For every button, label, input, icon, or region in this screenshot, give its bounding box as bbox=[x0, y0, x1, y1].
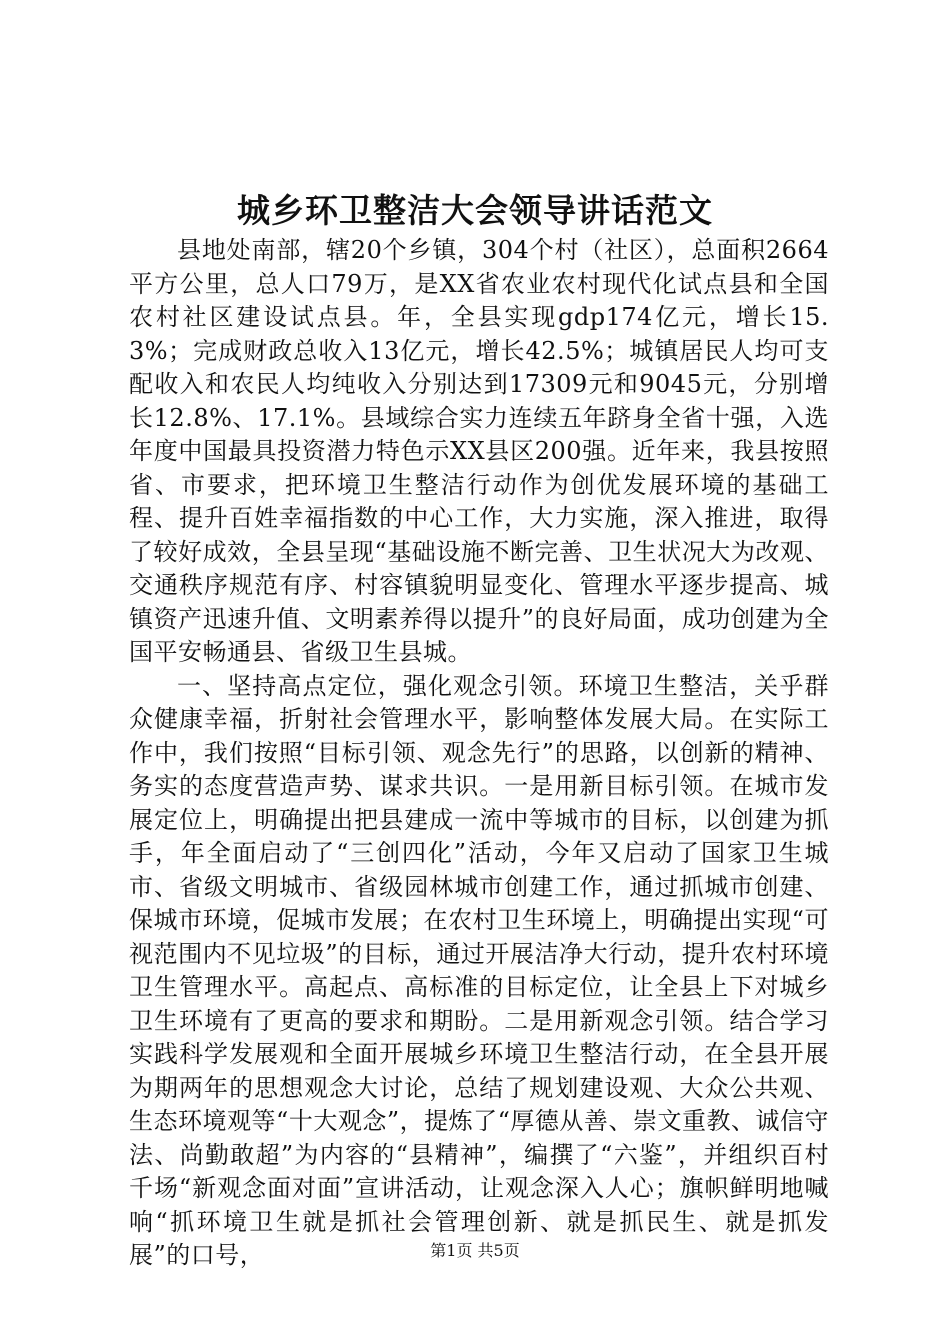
paragraph-intro: 县地处南部，辖20个乡镇，304个村（社区），总面积2664平方公里，总人口79万，是XX省农业农村现代化试点县和全国农村社区建设试点县。年，全县实现gdp174亿元，增长15.3%；完成财政总收入13亿元，增长42.5%；城镇居民人均可支配收入和农民人均纯收入分别达到17309元和9045元，分别增长12.8%、17.1%。县域综合实力连续五年跻身全省十强，入选年度中国最具投资潜力特色示XX县区200强。近年来，我县按照省、市要求，把环境卫生整洁行动作为创优发展环境的基础工程、提升百姓幸福指数的中心工作，大力实施，深入推进，取得了较好成效，全县呈现“基础设施不断完善、卫生状况大为改观、交通秩序规范有序、村容镇貌明显变化、管理水平逐步提高、城镇资产迅速升值、文明素养得以提升”的良好局面，成功创建为全国平安畅通县、省级卫生县城。 bbox=[129, 236, 829, 666]
page-footer: 第1页 共5页 bbox=[430, 1241, 520, 1260]
document-body bbox=[129, 234, 829, 1273]
document-title: 城乡环卫整洁大会领导讲话范文 bbox=[237, 191, 713, 230]
paragraph-section-one: 一、坚持高点定位，强化观念引领。环境卫生整洁，关乎群众健康幸福，折射社会管理水平，影响整体发展大局。在实际工作中，我们按照“目标引领、观念先行”的思路，以创新的精神、务实的态度营造声势、谋求共识。一是用新目标引领。在城市发展定位上，明确提出把县建成一流中等城市的目标，以创建为抓手，年全面启动了“三创四化”活动，今年又启动了国家卫生城市、省级文明城市、省级园林城市创建工作，通过抓城市创建、保城市环境，促城市发展；在农村卫生环境上，明确提出实现“可视范围内不见垃圾”的目标，通过开展洁净大行动，提升农村环境卫生管理水平。高起点、高标准的目标定位，让全县上下对城乡卫生环境有了更高的要求和期盼。二是用新观念引领。结合学习实践科学发展观和全面开展城乡环境卫生整洁行动，在全县开展为期两年的思想观念大讨论，总结了规划建设观、大众公共观、生态环境观等“十大观念”，提炼了“厚德从善、崇文重教、诚信守法、尚勤敢超”为内容的“县精神”，编撰了“六鉴”，并组织百村千场“新观念面对面”宣讲活动，让观念深入人心；旗帜鲜明地喊响“抓环境卫生就是抓社会管理创新、就是抓民生、就是抓发展”的口号， bbox=[129, 671, 829, 1269]
